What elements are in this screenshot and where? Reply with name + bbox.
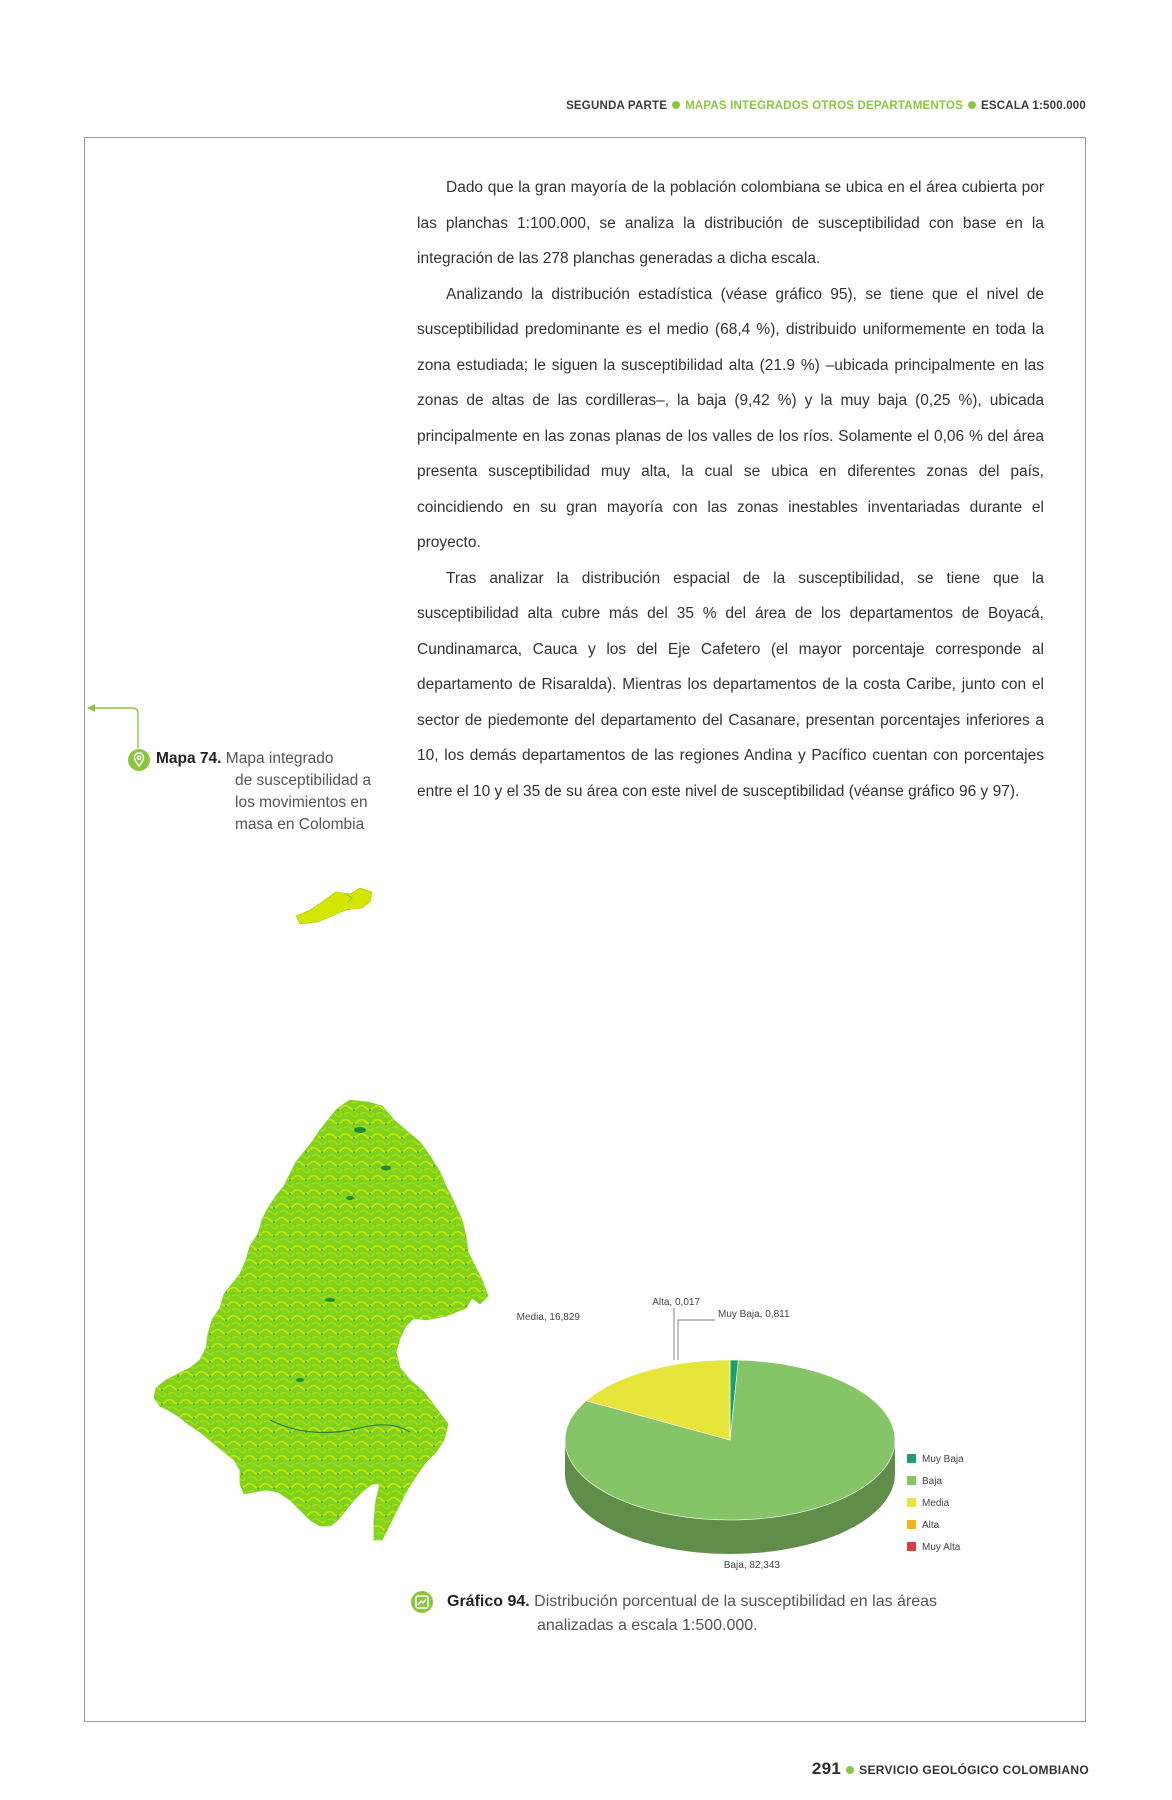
map-island-region [296,888,372,924]
data-label-baja: Baja, 82,343 [723,1560,780,1571]
legend-swatch-baja [907,1476,916,1485]
legend-swatch-media [907,1498,916,1507]
map-caption-line2: de susceptibilidad a [235,772,372,789]
body-text [417,170,1044,809]
footer-publisher: SERVICIO GEOLÓGICO COLOMBIANO [859,1763,1089,1777]
map-pin-icon [127,748,151,772]
bullet-dot-icon [968,101,976,109]
legend-swatch-muy-baja [907,1454,916,1463]
map-caption-line3: los movimientos en [235,794,368,811]
chart-caption [410,1590,1050,1638]
pie-legend [907,1454,964,1553]
data-label-media: Media, 16,829 [516,1312,580,1323]
chart-caption-label: Gráfico 94. [447,1593,530,1610]
callout-arrow-icon [84,700,144,750]
pie-chart [516,1297,1040,1571]
bullet-dot-icon [672,101,680,109]
legend-label-alta: Alta [922,1520,940,1531]
bullet-dot-icon [846,1766,854,1774]
chart-caption-line2: analizadas a escala 1:500.000. [537,1617,758,1634]
running-header [566,100,1086,112]
data-label-alta: Alta, 0,017 [652,1297,700,1308]
legend-label-muy-baja: Muy Baja [922,1454,964,1465]
page-footer [812,1759,1089,1779]
map-caption [127,748,397,836]
paragraph-2: Analizando la distribución estadística (véase gráfico 95), se tiene que el nivel de susceptibilidad predominante es el medio (68,4 %), distribuido uniformemente en toda la zona estudiada; le siguen la susceptibilidad alta (21.9 %) –ubicada principalmente en las zonas de altas de las cordilleras–, la baja (9,42 %) y la muy baja (0,25 %), ubicada principalmente en las zonas planas de los valles de los ríos. Solamente el 0,06 % del área presenta susceptibilidad muy alta, la cual se ubica en diferentes zonas del país, coincidiendo en su gran mayoría con las zonas inestables inventariadas durante el proyecto. [417,285,1044,551]
paragraph-3: Tras analizar la distribución espacial de la susceptibilidad, se tiene que la susceptibilidad alta cubre más del 35 % del área de los departamentos de Boyacá, Cundinamarca, Cauca y los del Eje Cafetero (el mayor porcentaje corresponde al departamento de Risaralda). Mientras los departamentos de la costa Caribe, junto con el sector de piedemonte del departamento del Casanare, presentan porcentajes inferiores a 10, los demás departamentos de las regiones Andina y Pacífico cuentan con porcentajes entre el 10 y el 35 de su área con este nivel de susceptibilidad (véanse gráfico 96 y 97). [417,569,1044,800]
colombia-susceptibility-map [150,880,590,1580]
header-part: SEGUNDA PARTE [566,100,668,112]
map-caption-label: Mapa 74. [156,750,222,767]
legend-swatch-alta [907,1520,916,1529]
data-label-muy-baja: Muy Baja, 0,811 [718,1309,790,1320]
paragraph-1: Dado que la gran mayoría de la población colombiana se ubica en el área cubierta por las planchas 1:100.000, se analiza la distribución de susceptibilidad con base en la integración de las 278 planchas generadas a dicha escala. [417,179,1044,267]
page-number: 291 [811,1759,842,1778]
header-scale: ESCALA 1:500.000 [980,100,1086,112]
map-main-territory [154,1100,488,1540]
pie-slices [565,1360,895,1554]
chart-caption-line1: Distribución porcentual de la susceptibilidad en las áreas [534,1593,938,1610]
legend-label-media: Media [922,1498,950,1509]
legend-swatch-muy-alta [907,1542,916,1551]
legend-label-baja: Baja [922,1476,943,1487]
header-section: MAPAS INTEGRADOS OTROS DEPARTAMENTOS [685,100,963,112]
map-caption-line1: Mapa integrado [225,750,334,767]
legend-label-muy-alta: Muy Alta [922,1542,961,1553]
map-caption-line4: masa en Colombia [235,816,365,833]
chart-icon [410,1590,434,1614]
